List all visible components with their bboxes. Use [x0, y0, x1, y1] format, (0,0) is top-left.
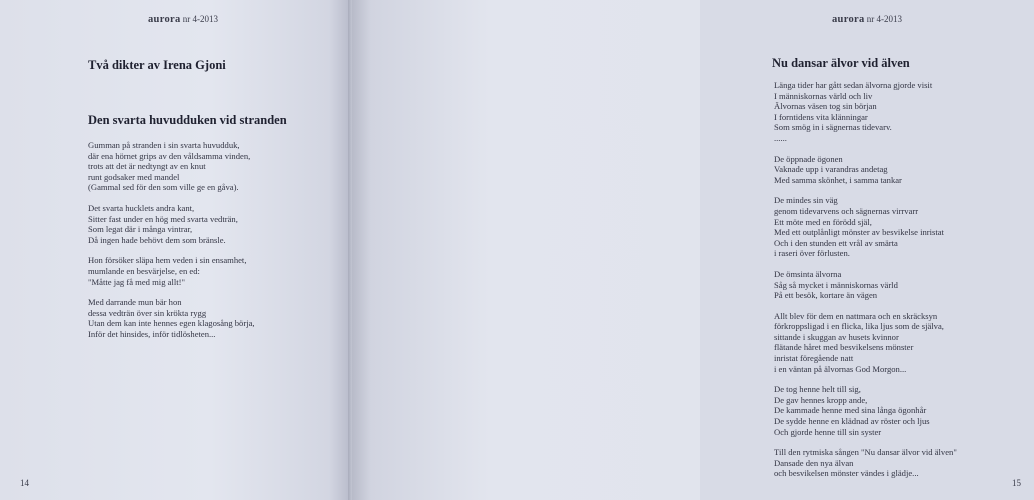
poem-line: trots att det är nedtyngt av en knut: [88, 161, 206, 172]
poem-line: Till den rytmiska sången "Nu dansar älvor vid älven": [774, 447, 957, 458]
poem-line: Med darrande mun bär hon: [88, 297, 182, 308]
poem-line: Det svarta hucklets andra kant,: [88, 202, 195, 213]
poem-line: I forntidens vita klänningar: [774, 111, 868, 122]
poem-line: De öppnade ögonen: [774, 153, 843, 164]
left-page: [0, 0, 350, 500]
book-gutter: [348, 0, 352, 500]
left-running-header: [148, 14, 218, 25]
poem-line: Och gjorde henne till sin syster: [774, 426, 882, 437]
poem-line: där ena hörnet grips av den våldsamma vinden,: [88, 150, 251, 161]
poem-line: De gav hennes kropp ande,: [774, 394, 868, 405]
poem-line: Hon försöker släpa hem veden i sin ensamhet,: [88, 255, 247, 266]
poem-body-left: [88, 140, 333, 350]
poem-line: Med ett outplånligt mönster av besvikelse inristat: [774, 227, 944, 238]
right-page: [350, 0, 1021, 500]
poem-line: Med samma skönhet, i samma tankar: [774, 174, 902, 185]
poem-line: genom tidevarvens och sägnernas virrvarr: [774, 205, 919, 216]
poem-title-right: Nu dansar älvor vid älven: [772, 56, 910, 70]
poem-stanza: [774, 269, 1034, 301]
poem-stanza: [88, 297, 333, 339]
left-header-issue: nr 4-2013: [182, 14, 219, 24]
poem-stanza: [88, 203, 333, 245]
poem-line: Älvornas väsen tog sin början: [774, 101, 877, 112]
collection-title: Två dikter av Irena Gjoni: [88, 58, 226, 72]
poem-line: dessa vedträn över sin krökta rygg: [88, 307, 207, 318]
poem-line: förkroppsligad i en flicka, lika ljus som de själva,: [774, 321, 944, 332]
poem-line: sittande i skuggan av husets kvinnor: [774, 331, 899, 342]
poem-line: Gumman på stranden i sin svarta huvudduk,: [88, 140, 240, 150]
right-running-header: [832, 14, 902, 25]
poem-line: Allt blev för dem en nattmara och en skräcksyn: [774, 310, 938, 321]
page-number-left: 14: [20, 478, 29, 488]
poem-line: "Måtte jag få med mig allt!": [88, 276, 185, 287]
poem-line: I människornas värld och liv: [774, 90, 873, 101]
poem-line: runt godsaker med mandel: [88, 171, 180, 182]
page-number-right: 15: [1012, 478, 1021, 488]
poem-line: Såg så mycket i människornas värld: [774, 279, 898, 290]
poem-line: De tog henne helt till sig,: [774, 384, 861, 395]
poem-stanza: [774, 311, 1034, 375]
left-header-brand: aurora: [148, 14, 181, 25]
poem-line: i en väntan på älvornas God Morgon...: [774, 363, 907, 374]
poem-line: och besvikelsen mönster vändes i glädje...: [774, 468, 919, 479]
poem-stanza: [774, 154, 1034, 186]
poem-line: De ömsinta älvorna: [774, 268, 842, 279]
poem-line: (Gammal sed för den som ville ge en gåva).: [88, 182, 239, 193]
poem-line: flätande håret med besvikelsens mönster: [774, 342, 914, 353]
poem-line: På ett besök, kortare än vägen: [774, 290, 878, 301]
poem-stanza: [774, 195, 1034, 259]
poem-line: Länga tider har gått sedan älvorna gjorde visit: [774, 80, 933, 90]
poem-stanza: [774, 384, 1034, 437]
poem-stanza: [774, 447, 1034, 479]
poem-body-right: [774, 80, 1034, 489]
poem-line: Ett möte med en förödd själ,: [774, 216, 872, 227]
poem-line: Utan dem kan inte hennes egen klagosång börja,: [88, 318, 255, 329]
poem-line: De sydde henne en klädnad av röster och ljus: [774, 416, 930, 427]
poem-line: Inför det hinsides, inför tidlösheten...: [88, 328, 216, 339]
poem-line: De kammade henne med sina långa ögonhår: [774, 405, 927, 416]
poem-line: inristat föregående natt: [774, 353, 854, 364]
right-header-brand: aurora: [832, 14, 865, 25]
poem-stanza: [88, 140, 333, 193]
poem-line: Vaknade upp i varandras andetag: [774, 164, 888, 175]
poem-line: Som smög in i sägnernas tidevarv.: [774, 122, 892, 133]
poem-stanza: [774, 80, 1034, 144]
right-header-issue: nr 4-2013: [866, 14, 903, 24]
poem-line: mumlande en besvärjelse, en ed:: [88, 265, 200, 276]
poem-line: De mindes sin väg: [774, 195, 838, 206]
poem-line: Dansade den nya älvan: [774, 457, 854, 468]
poem-stanza: [88, 255, 333, 287]
poem-line: ......: [774, 132, 787, 143]
poem-line: Då ingen hade behövt dem som bränsle.: [88, 234, 226, 245]
poem-line: Och i den stunden ett vrål av smärta: [774, 237, 898, 248]
poem-line: i raseri över förlusten.: [774, 248, 850, 259]
poem-line: Som legat där i många vintrar,: [88, 224, 193, 235]
poem-line: Sitter fast under en hög med svarta vedträn,: [88, 213, 238, 224]
poem-title-left: Den svarta huvudduken vid stranden: [88, 113, 287, 127]
